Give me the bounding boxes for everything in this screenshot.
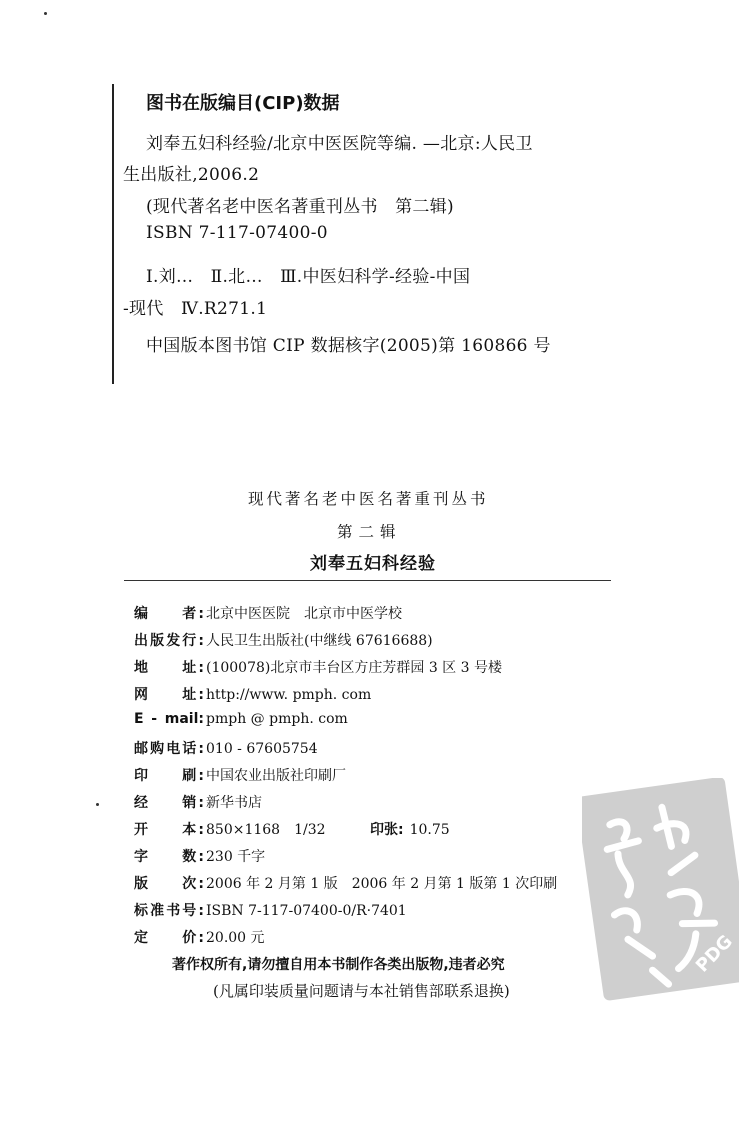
info-row-distributor [134, 792, 262, 816]
info-label: 标准书号: [134, 903, 204, 919]
info-row-website [134, 684, 371, 708]
scan-mark [96, 803, 99, 806]
info-value: ISBN 7-117-07400-0/R·7401 [206, 903, 407, 919]
info-label: 地 址: [134, 660, 204, 676]
info-row-price [134, 927, 265, 951]
info-row-printer [134, 765, 346, 789]
info-value: 850×1168 1/32 [206, 822, 326, 838]
cip-heading: 图书在版编目(CIP)数据 [146, 93, 340, 114]
cip-margin-rule [112, 84, 114, 384]
info-value: 人民卫生出版社(中继线 67616688) [206, 633, 433, 649]
info-label: 经 销: [134, 795, 204, 811]
scan-mark [44, 12, 47, 15]
info-extra-label: 印张: [369, 822, 404, 838]
info-label: 编 者: [134, 606, 204, 622]
info-label: 出版发行: [134, 633, 204, 649]
pdg-seal-watermark [582, 778, 739, 1010]
series-volume: 第二辑 [337, 523, 402, 541]
info-value: 中国农业出版社印刷厂 [206, 768, 346, 784]
info-value: 20.00 元 [206, 930, 265, 946]
info-label: 开 本: [134, 822, 204, 838]
cip-publisher-line: 生出版社,2006.2 [123, 165, 260, 185]
title-divider [124, 580, 611, 581]
watermark-text: PDG [691, 931, 737, 977]
cip-isbn-line: ISBN 7-117-07400-0 [146, 223, 328, 243]
return-policy-notice: (凡属印装质量问题请与本社销售部联系退换) [213, 982, 510, 1000]
info-value: (100078)北京市丰台区方庄芳群园 3 区 3 号楼 [206, 660, 502, 676]
info-label: 邮购电话: [134, 741, 204, 757]
info-value: 北京中医医院 北京市中医学校 [206, 606, 402, 622]
info-value: 010 - 67605754 [206, 741, 318, 757]
seal-stamp-icon [582, 778, 739, 1010]
cip-classification-line: Ⅰ.刘… Ⅱ.北… Ⅲ.中医妇科学-经验-中国 [146, 267, 471, 287]
info-row-email [134, 711, 348, 735]
info-row-publisher [134, 630, 433, 654]
cip-series-line: (现代著名老中医名著重刊丛书 第二辑) [146, 197, 454, 217]
info-row-isbn [134, 900, 407, 924]
info-row-mail-order-phone [134, 738, 318, 762]
info-label: 网 址: [134, 687, 204, 703]
cip-record-number: 中国版本图书馆 CIP 数据核字(2005)第 160866 号 [146, 336, 551, 356]
info-row-word-count [134, 846, 265, 870]
info-value: http://www. pmph. com [206, 687, 372, 703]
book-title: 刘奉五妇科经验 [310, 554, 436, 574]
info-value: 2006 年 2 月第 1 版 2006 年 2 月第 1 版第 1 次印刷 [206, 876, 558, 892]
info-value: pmph @ pmph. com [206, 711, 348, 727]
info-extra-value: 10.75 [409, 822, 450, 838]
info-label: 印 刷: [134, 768, 204, 784]
cip-classification-cont: -现代 Ⅳ.R271.1 [123, 299, 268, 319]
info-label: 版 次: [134, 876, 204, 892]
cip-title-line: 刘奉五妇科经验/北京中医医院等编. —北京:人民卫 [146, 134, 533, 154]
info-value: 新华书店 [206, 795, 262, 811]
info-row-format [134, 819, 450, 843]
info-label: 定 价: [134, 930, 204, 946]
info-value: 230 千字 [206, 849, 266, 865]
info-row-editor [134, 603, 402, 627]
info-row-edition [134, 873, 557, 897]
info-label: 字 数: [134, 849, 204, 865]
info-row-address [134, 657, 502, 681]
info-label: E - mail: [134, 711, 204, 727]
series-name: 现代著名老中医名著重刊丛书 [248, 490, 489, 508]
copyright-notice: 著作权所有,请勿擅自用本书制作各类出版物,违者必究 [172, 957, 505, 973]
